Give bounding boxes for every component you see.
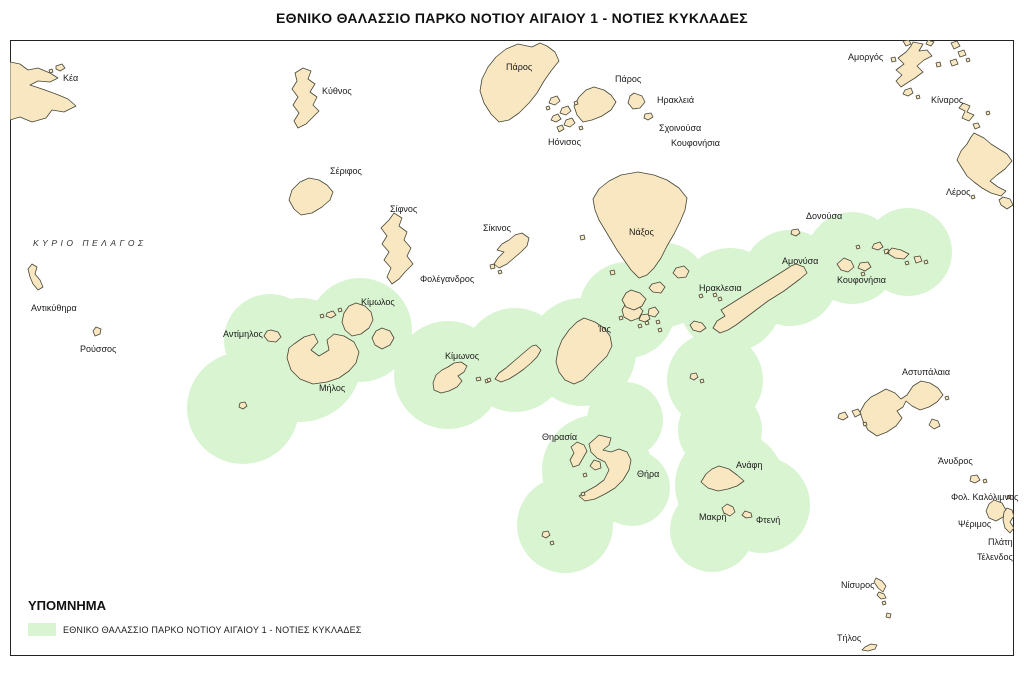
legend-item — [28, 623, 362, 636]
island-label: Ανάφη — [736, 460, 763, 470]
map-title: ΕΘΝΙΚΟ ΘΑΛΑΣΣΙΟ ΠΑΡΚΟ ΝΟΤΙΟΥ ΑΙΓΑΙΟΥ 1 - ΝΟΤΙΕΣ ΚΥΚΛΑΔΕΣ — [276, 10, 748, 26]
island-label: Ρούσσος — [80, 344, 117, 354]
island-label: Τέλενδος — [977, 552, 1013, 562]
island-label: Νάξος — [629, 227, 654, 237]
island-label: Άνυδρος — [938, 456, 973, 466]
legend — [28, 598, 362, 636]
island-label: Κίμωλος — [361, 297, 395, 307]
island-label: Μακρή — [699, 512, 727, 522]
island-label: Θήρα — [637, 469, 660, 479]
island-label: Σχοινούσα — [659, 123, 702, 133]
island-label: Φολ. Καλόλιμνος — [951, 492, 1019, 502]
island-label: Κουφονήσια — [837, 275, 886, 285]
island-shape — [487, 378, 491, 382]
island-label: Ηρακλειά — [657, 95, 695, 105]
island-label: Φολέγανδρος — [420, 274, 475, 284]
island-label: Φτενή — [756, 515, 781, 525]
island-label: Αντικύθηρα — [31, 303, 77, 313]
park-swatch-icon — [28, 623, 56, 636]
island-label: Πάρος — [615, 74, 642, 84]
island-label: Αμοργός — [848, 52, 884, 62]
legend-item-label: ΕΘΝΙΚΟ ΘΑΛΑΣΣΙΟ ΠΑΡΚΟ ΝΟΤΙΟΥ ΑΙΓΑΙΟΥ 1 - ΝΟΤΙΕΣ ΚΥΚΛΑΔΕΣ — [63, 624, 362, 635]
legend-heading: ΥΠΟΜΝΗΜΑ — [28, 598, 106, 613]
island-label: Κίναρος — [931, 95, 964, 105]
island-label: Δονούσα — [806, 211, 843, 221]
island-label: Σίκινος — [483, 223, 511, 233]
island-label: Κύθνος — [322, 86, 352, 96]
island-label: Σίφνος — [390, 204, 418, 214]
island-label: Κίμωνος — [445, 351, 480, 361]
island-label: Λέρος — [946, 187, 971, 197]
island-label: Ηόνισος — [548, 137, 581, 147]
island-label: Ηρακλεσια — [699, 283, 742, 293]
island-label: Αντίμηλος — [223, 329, 263, 339]
island-label: Θηρασία — [542, 432, 578, 442]
island-label: Μήλος — [319, 383, 346, 393]
island-label: Ίος — [598, 324, 611, 334]
island-label: Αστυπάλαια — [902, 367, 951, 377]
island-label: Τήλος — [837, 633, 862, 643]
island-label: Ψέριμος — [958, 519, 992, 529]
island-label: Κουφονήσια — [671, 138, 720, 148]
island-label: Πάρος — [506, 62, 533, 72]
sea-label: ΚΥΡΙΟ ΠΕΛΑΓΟΣ — [33, 238, 147, 248]
island-label: Νίσυρος — [841, 580, 875, 590]
island-label: Αμονύσα — [782, 256, 819, 266]
island-label: Πλάτη — [988, 537, 1013, 547]
island-label: Σέριφος — [330, 166, 362, 176]
island-label: Κέα — [63, 73, 79, 83]
